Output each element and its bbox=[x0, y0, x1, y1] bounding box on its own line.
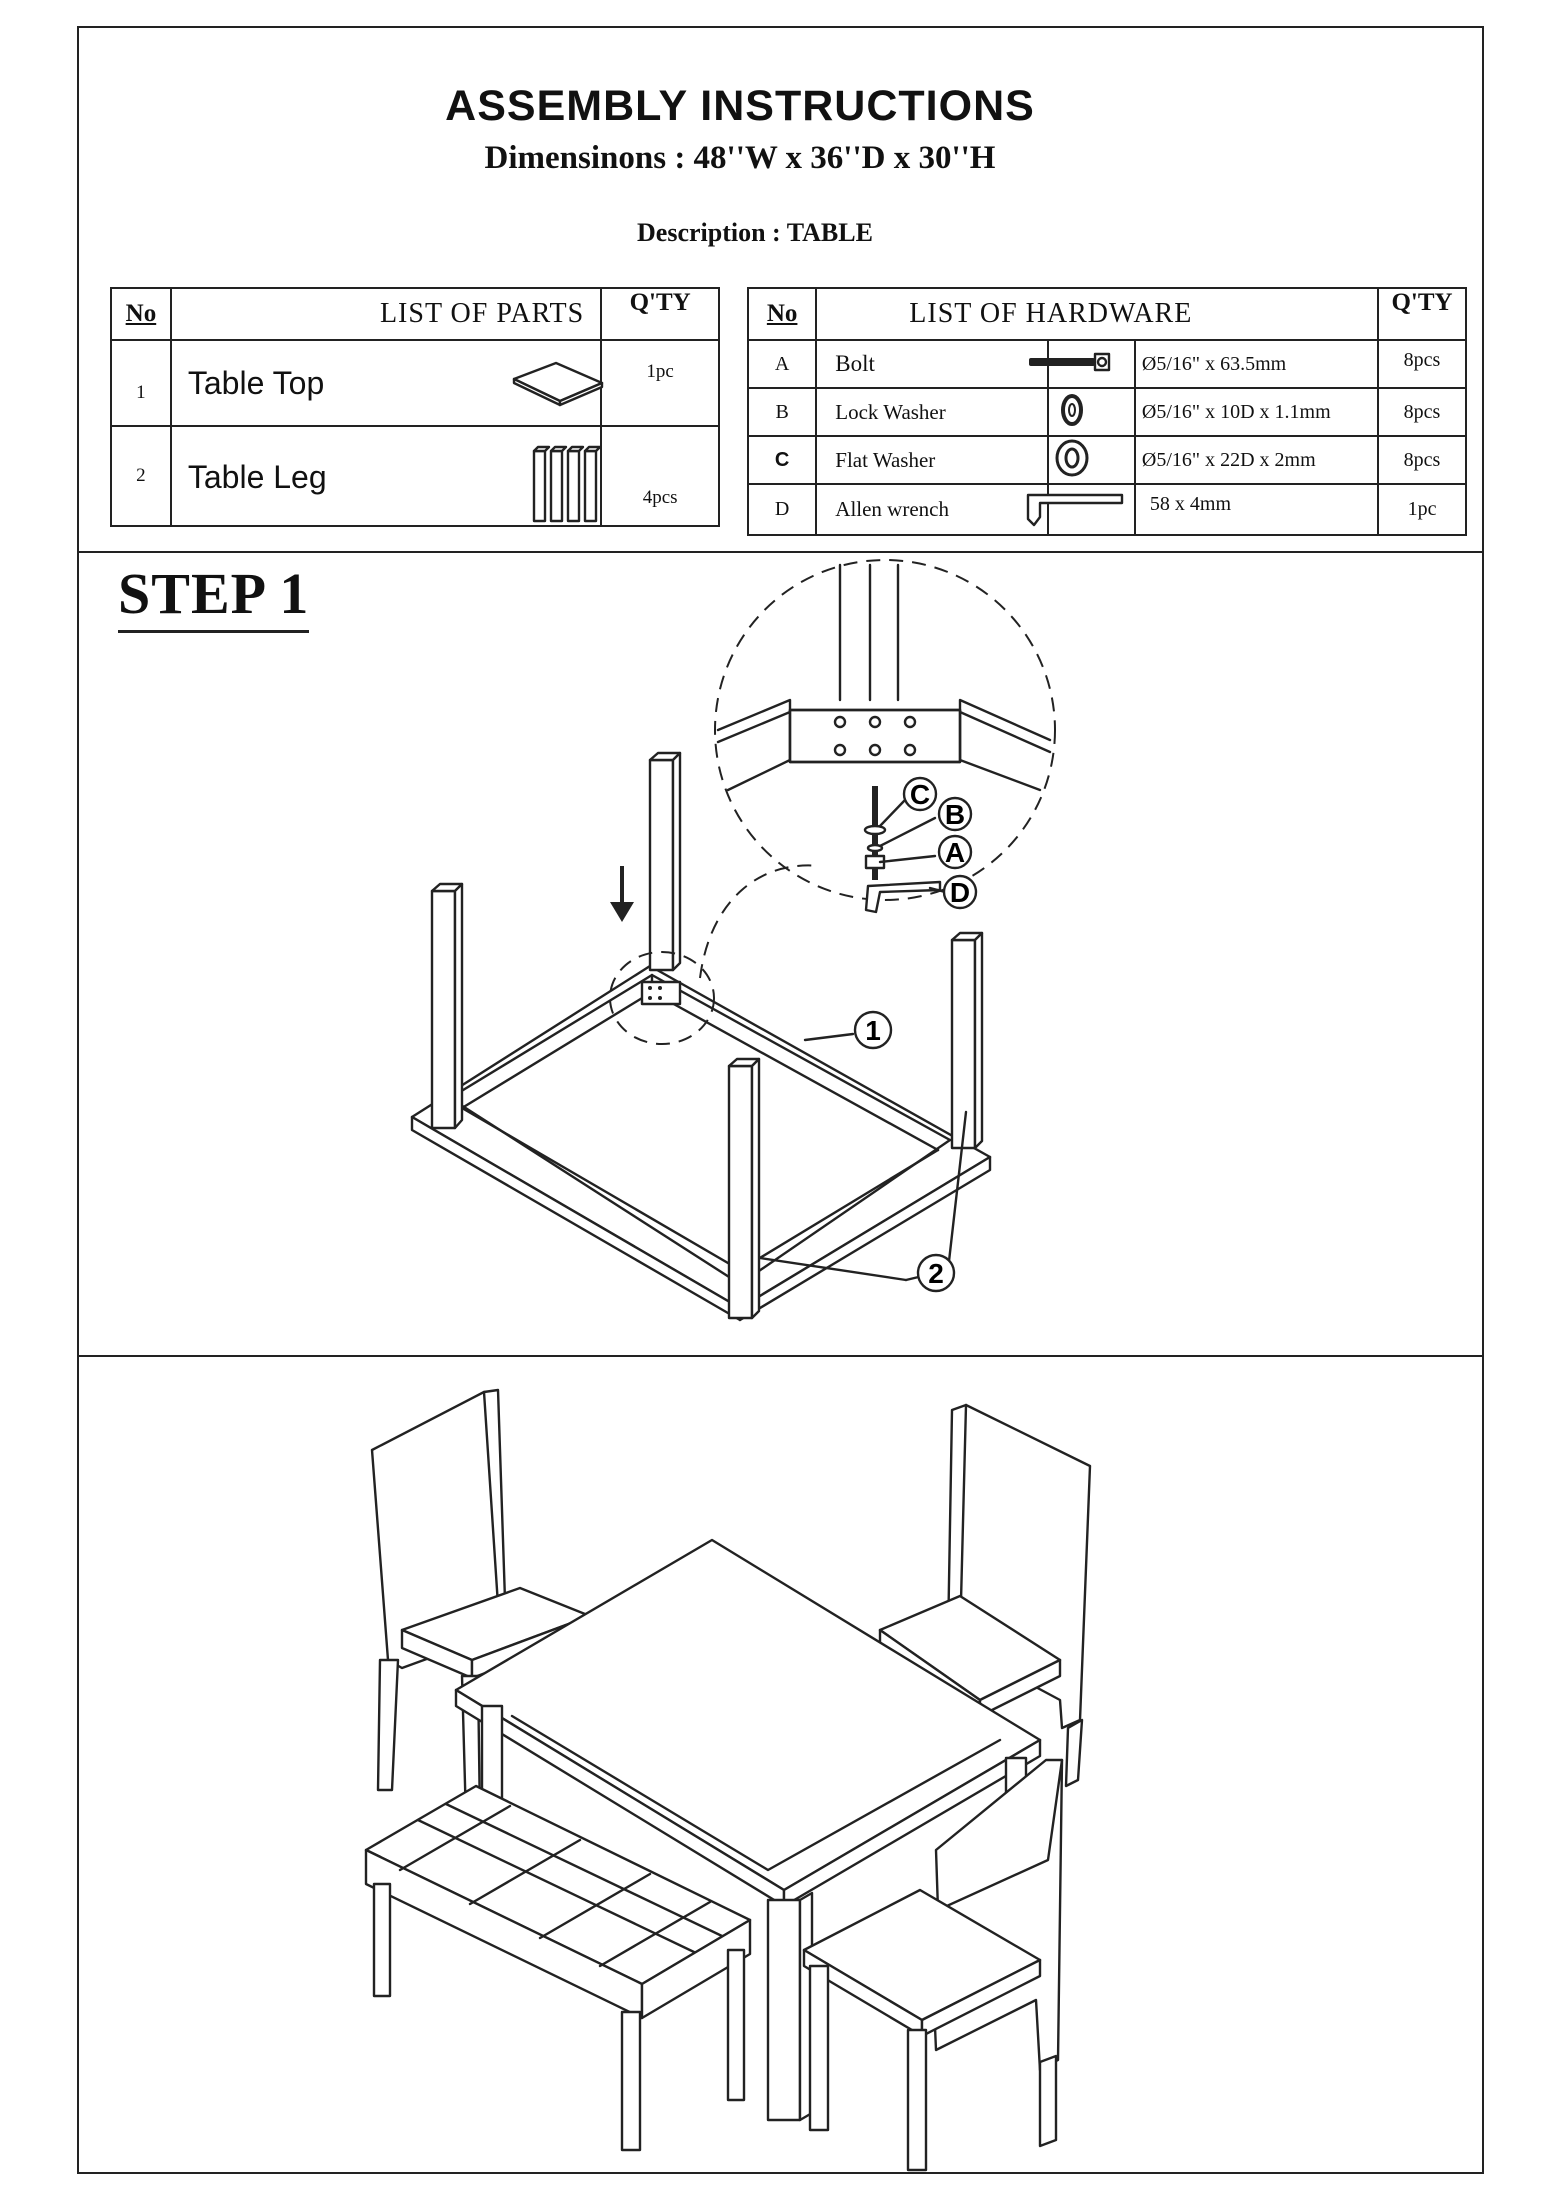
hardware-qty: 8pcs bbox=[1378, 436, 1466, 484]
svg-text:2: 2 bbox=[928, 1258, 944, 1289]
hardware-name: Flat Washer bbox=[816, 436, 1048, 484]
hardware-col-no: No bbox=[748, 288, 816, 340]
hardware-name: Lock Washer bbox=[816, 388, 1048, 436]
hardware-qty: 1pc bbox=[1378, 484, 1466, 535]
hardware-no: B bbox=[748, 388, 816, 436]
part-qty: 4pcs bbox=[601, 426, 719, 526]
parts-col-no: No bbox=[111, 288, 171, 340]
part-no: 1 bbox=[111, 340, 171, 426]
dimensions-line: Dimensinons : 48''W x 36''D x 30''H bbox=[484, 140, 996, 176]
hardware-qty: 8pcs bbox=[1378, 340, 1466, 388]
hardware-spec: Ø5/16" x 10D x 1.1mm bbox=[1135, 388, 1378, 436]
step-1-heading: STEP 1 bbox=[118, 562, 309, 633]
hardware-no: D bbox=[748, 484, 816, 535]
part-qty: 1pc bbox=[601, 340, 719, 426]
svg-text:A: A bbox=[944, 837, 966, 868]
part-name: Table Leg bbox=[187, 459, 327, 495]
description-line: Description : TABLE bbox=[637, 218, 873, 247]
hardware-col-qty: Q'TY bbox=[1378, 288, 1466, 340]
part-no: 2 bbox=[111, 426, 171, 526]
hardware-qty: 8pcs bbox=[1378, 388, 1466, 436]
hardware-no: A bbox=[748, 340, 816, 388]
part-name: Table Top bbox=[187, 365, 325, 401]
hardware-name: Bolt bbox=[816, 340, 1048, 388]
parts-col-name: LIST OF PARTS bbox=[171, 288, 601, 340]
hardware-spec: Ø5/16" x 22D x 2mm bbox=[1135, 436, 1378, 484]
hardware-name: Allen wrench bbox=[816, 484, 1048, 535]
svg-text:1: 1 bbox=[865, 1015, 881, 1046]
parts-col-qty: Q'TY bbox=[601, 288, 719, 340]
hardware-spec: 58 x 4mm bbox=[1135, 484, 1378, 535]
svg-text:D: D bbox=[949, 877, 971, 908]
svg-text:B: B bbox=[944, 799, 966, 830]
page-title: ASSEMBLY INSTRUCTIONS bbox=[445, 82, 1035, 130]
hardware-col-name: LIST OF HARDWARE bbox=[816, 288, 1378, 340]
hardware-no: C bbox=[748, 436, 816, 484]
hardware-spec: Ø5/16" x 63.5mm bbox=[1135, 340, 1378, 388]
svg-text:C: C bbox=[909, 779, 931, 810]
